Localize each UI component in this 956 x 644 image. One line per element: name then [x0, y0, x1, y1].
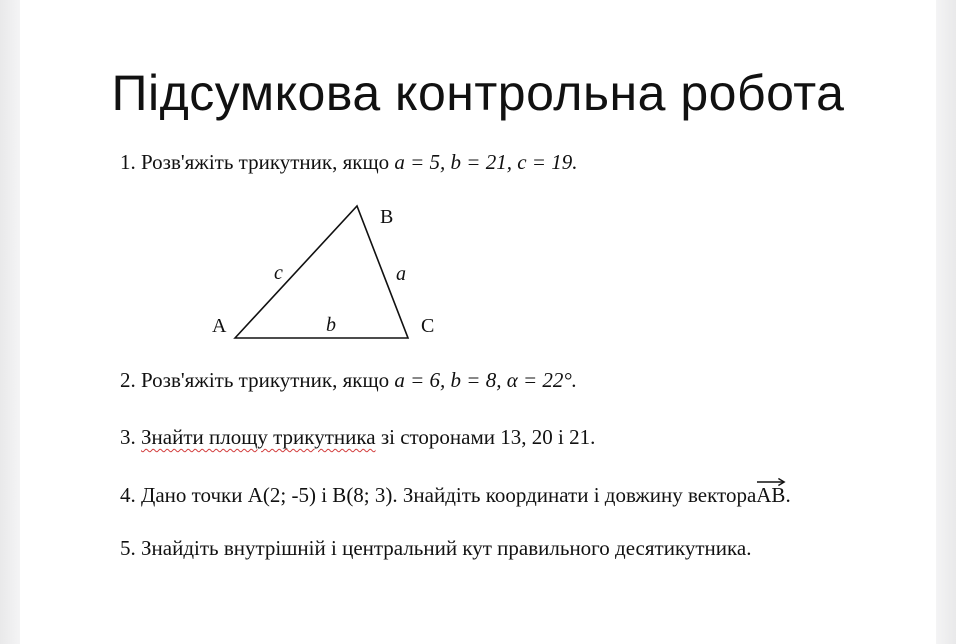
task-3-number: 3. — [120, 425, 136, 449]
task-4-end: . — [785, 483, 791, 507]
task-3 — [120, 425, 595, 450]
task-1-number: 1. — [120, 150, 136, 174]
vector-ab — [756, 483, 785, 508]
task-4 — [120, 483, 791, 508]
triangle-diagram — [190, 195, 450, 350]
task-1-text: Розв'яжіть трикутник, якщо — [141, 150, 390, 174]
vertex-label-b: B — [380, 206, 394, 228]
task-4-text: Дано точки A(2; -5) і B(8; 3). Знайдіть координати і довжину вектора — [141, 483, 757, 507]
vertex-label-c: C — [421, 315, 435, 337]
page-title: Підсумкова контрольна робота — [111, 65, 845, 121]
side-label-a: a — [396, 263, 406, 285]
task-1-condition: a = 5, b = 21, c = 19. — [394, 150, 578, 174]
vertex-label-a: A — [212, 315, 227, 337]
task-5 — [120, 536, 751, 561]
task-4-number: 4. — [120, 483, 136, 507]
side-label-c: c — [274, 262, 283, 284]
task-2-condition: a = 6, b = 8, α = 22°. — [394, 368, 578, 392]
left-page-edge — [0, 0, 20, 644]
right-page-edge — [936, 0, 956, 644]
task-5-text: Знайдіть внутрішній і центральний кут правильного десятикутника. — [141, 536, 752, 560]
task-2-number: 2. — [120, 368, 136, 392]
task-1 — [120, 150, 577, 175]
task-3-text: зі сторонами 13, 20 і 21. — [380, 425, 596, 449]
task-3-underlined-text: Знайти площу трикутника — [141, 425, 376, 449]
side-label-b: b — [326, 314, 336, 336]
task-2 — [120, 368, 577, 393]
document-page — [20, 0, 936, 644]
vector-arrow-icon — [756, 477, 785, 487]
task-2-text: Розв'яжіть трикутник, якщо — [141, 368, 390, 392]
task-5-number: 5. — [120, 536, 136, 560]
vector-ab-label: AB — [756, 483, 786, 507]
